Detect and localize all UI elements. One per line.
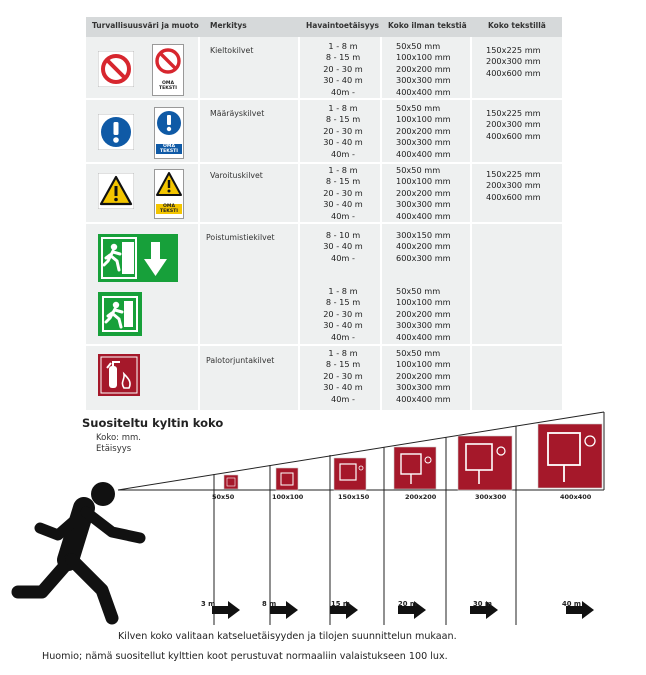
header-meaning: Merkitys [210,21,247,30]
header-color-shape: Turvallisuusväri ja muoto [92,21,199,30]
distance-label: 20 m [398,600,417,608]
prohibition-sign-with-text-icon [152,44,184,96]
note-line-2: Huomio; nämä suositellut kylttien koot perustuvat normaaliin valaistukseen 100 lux. [42,651,448,662]
distance-list: 1 - 8 m 8 - 15 m 20 - 30 m 30 - 40 m 40m - [323,103,363,159]
sign-custom-text: OMA TEKSTI [159,81,177,92]
row-divider [86,98,562,100]
size-label: 50x50 [212,493,235,501]
size-sign-300 [458,436,512,490]
category-label: Poistumistiekilvet [206,233,275,242]
size-with-text-list: 150x225 mm 200x300 mm 400x600 mm [486,108,541,141]
category-label: Palotorjuntakilvet [206,356,275,365]
size-label: 300x300 [475,493,507,501]
distance-list: 1 - 8 m 8 - 15 m 20 - 30 m 30 - 40 m 40m - [323,286,363,342]
note-line-1: Kilven koko valitaan katseluetäisyyden ja tilojen suunnittelun mukaan. [118,631,457,642]
row-divider [86,162,562,164]
size-with-text-list: 150x225 mm 200x300 mm 400x600 mm [486,45,541,78]
size-sign-400 [538,424,602,488]
legend-size: Koko: mm. [96,433,141,443]
sign-custom-text: OMA TEKSTI [156,144,182,154]
size-list: 50x50 mm 100x100 mm 200x200 mm 300x300 mm 400x400 mm [396,165,451,221]
perspective-frame [118,412,604,625]
size-list: 300x150 mm 400x200 mm 600x300 mm [396,230,451,263]
row-divider [86,344,562,346]
distance-label: 15 m [331,600,350,608]
size-label: 100x100 [272,493,304,501]
size-sign-200 [394,447,436,489]
size-label: 150x150 [338,493,370,501]
diagram-title: Suositeltu kyltin koko [82,416,224,430]
size-list: 50x50 mm 100x100 mm 200x200 mm 300x300 mm 400x400 mm [396,286,451,342]
size-label: 200x200 [405,493,437,501]
row-divider [86,222,562,224]
category-label: Määräyskilvet [210,109,265,118]
category-label: Kieltokilvet [210,46,254,55]
distance-label: 3 m [201,600,216,608]
size-list: 50x50 mm 100x100 mm 200x200 mm 300x300 mm 400x400 mm [396,103,451,159]
legend-distance: Etäisyys [96,444,132,454]
distance-label: 8 m [262,600,277,608]
distance-list: 1 - 8 m 8 - 15 m 20 - 30 m 30 - 40 m 40m - [323,348,363,404]
distance-label: 40 m [562,600,581,608]
category-label: Varoituskilvet [210,171,263,180]
mandatory-sign-with-text-icon [154,107,184,159]
header-size-with-text: Koko tekstillä [488,21,546,30]
distance-list: 1 - 8 m 8 - 15 m 20 - 30 m 30 - 40 m 40m - [323,41,363,97]
size-list: 50x50 mm 100x100 mm 200x200 mm 300x300 mm 400x400 mm [396,41,451,97]
warning-sign-with-text-icon [154,169,184,219]
mandatory-sign-icon [98,114,134,150]
size-list: 50x50 mm 100x100 mm 200x200 mm 300x300 mm 400x400 mm [396,348,451,404]
sign-custom-text: OMA TEKSTI [156,204,182,214]
size-sign-50 [224,475,238,489]
exit-sign-square-icon [98,292,142,336]
header-size-no-text: Koko ilman tekstiä [388,21,467,30]
warning-sign-icon [98,173,134,209]
distance-list: 8 - 10 m 30 - 40 m 40m - [323,230,363,263]
size-label: 400x400 [560,493,592,501]
size-sign-100 [276,468,298,490]
distance-label: 30 m [473,600,492,608]
fire-extinguisher-sign-icon [98,354,140,396]
exit-sign-wide-icon [98,234,178,282]
header-distance: Havaintoetäisyys [306,21,379,30]
distance-list: 1 - 8 m 8 - 15 m 20 - 30 m 30 - 40 m 40m - [323,165,363,221]
size-with-text-list: 150x225 mm 200x300 mm 400x600 mm [486,169,541,202]
size-sign-150 [334,458,366,490]
prohibition-sign-icon [98,51,134,87]
running-person-icon [18,482,140,618]
arrow-icon [212,601,240,619]
table-header [86,17,562,37]
sign-size-table [86,17,562,410]
